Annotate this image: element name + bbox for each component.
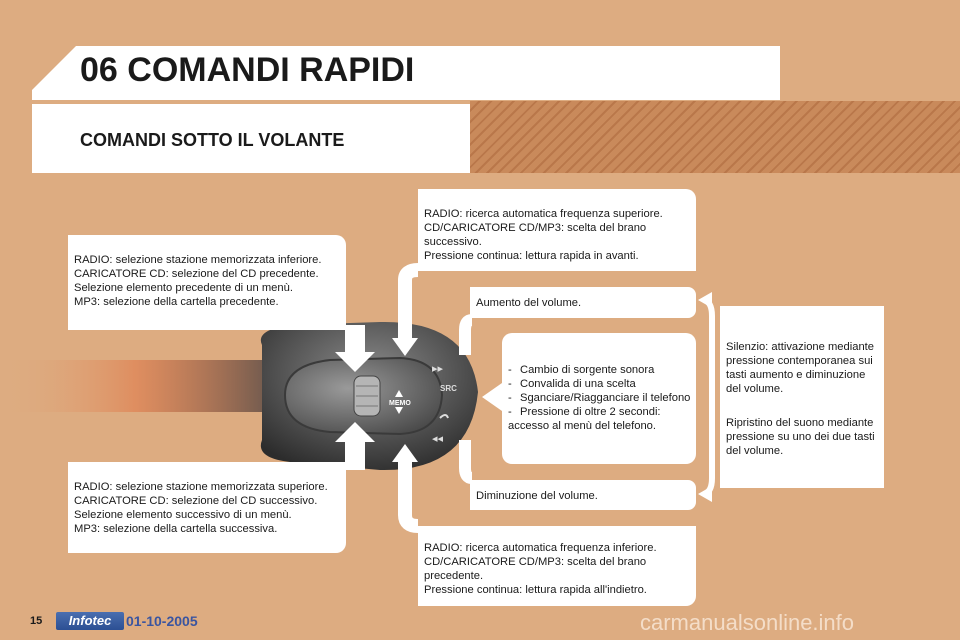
box-seek-forward: RADIO: ricerca automatica frequenza superiore. CD/CARICATORE CD/MP3: scelta del brano successivo. Pressione continua: lettura rapida in avanti. xyxy=(418,189,696,271)
page-title: 06 COMANDI RAPIDI xyxy=(80,51,415,89)
page-number: 15 xyxy=(30,615,43,627)
fast-forward-icon: ▸▸ xyxy=(432,362,444,375)
rewind-icon: ◂◂ xyxy=(432,432,444,445)
list-item: - Sganciare/Riagganciare il telefono xyxy=(508,392,691,404)
list-item: - Cambio di sorgente sonora xyxy=(508,364,655,376)
box-mute: Silenzio: attivazione mediante pressione contemporanea sui tasti aumento e diminuzione del volume. Ripristino del suono mediante pressione su uno dei due tasti del volume. xyxy=(720,306,884,488)
arrow-left-white-icon xyxy=(482,383,502,411)
section-title: COMANDI SOTTO IL VOLANTE xyxy=(80,130,345,150)
box-next-preset: RADIO: selezione stazione memorizzata superiore. CARICATORE CD: selezione del CD successivo. Selezione elemento successivo di un menù. MP3: selezione della cartella successiva. xyxy=(68,462,346,553)
box-source-button xyxy=(502,333,696,464)
curve-arrow-vol-down-icon xyxy=(465,440,472,478)
watermark: carmanualsonline.info xyxy=(640,610,855,635)
list-item: - Convalida di una scelta xyxy=(508,378,636,390)
list-item: - Pressione di oltre 2 secondi: xyxy=(508,406,661,418)
stalk-shaft xyxy=(0,360,300,412)
memo-label: MEMO xyxy=(389,400,411,407)
curve-arrow-vol-up-icon xyxy=(465,320,472,355)
volume-bracket xyxy=(704,300,712,494)
list-item-continuation: accesso al menù del telefono. xyxy=(508,420,657,432)
box-volume-up: Aumento del volume. xyxy=(470,287,696,318)
box-previous-preset: RADIO: selezione stazione memorizzata inferiore. CARICATORE CD: selezione del CD precedente. Selezione elemento precedente di un menù. MP3: selezione della cartella precedente. xyxy=(68,235,346,330)
box-seek-backward: RADIO: ricerca automatica frequenza inferiore. CD/CARICATORE CD/MP3: scelta del brano precedente. Pressione continua: lettura rapida all'indietro. xyxy=(418,526,696,606)
edition-date: 01-10-2005 xyxy=(126,613,198,629)
src-label: SRC xyxy=(440,384,457,393)
box-volume-down: Diminuzione del volume. xyxy=(470,480,696,510)
infotec-logo: Infotec xyxy=(56,612,124,630)
